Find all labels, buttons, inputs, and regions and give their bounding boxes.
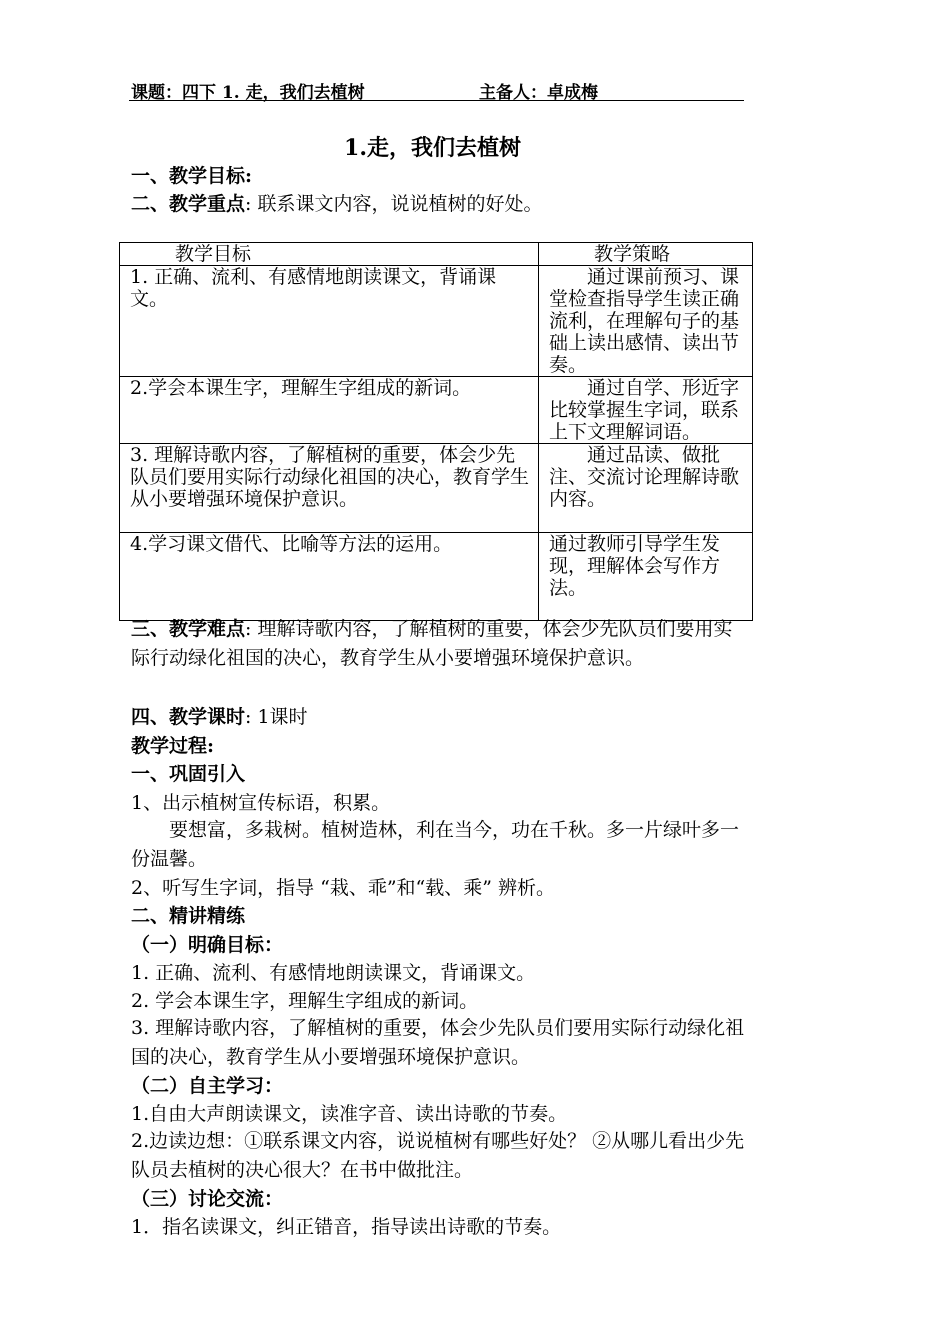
- section-teaching-goals: 一、教学目标:: [131, 165, 253, 187]
- table-row: [120, 377, 753, 444]
- goal-item: 1. 正确、流利、有感情地朗读课文，背诵课文。: [131, 962, 536, 984]
- section-key-points: [131, 189, 542, 216]
- table-row: [120, 266, 753, 377]
- part1-item1: 1、出示植树宣传标语，积累。: [131, 792, 391, 814]
- sub-heading-goals: （一）明确目标：: [131, 934, 284, 956]
- table-header-strategy: 教学策略: [539, 243, 753, 266]
- table-cell-strategy: 通过课前预习、课堂检查指导学生读正确流利，在理解句子的基础上读出感情、读出节奏。: [539, 266, 753, 377]
- table-cell-strategy: 通过自学、形近字比较掌握生字词，联系上下文理解词语。: [539, 377, 753, 444]
- slogan-text: 要想富，多栽树。植树造林，利在当今，功在千秋。多一片绿叶多一份温馨。: [131, 819, 740, 870]
- part1-item2: 2、听写生字词，指导 “栽、乖”和“载、乘” 辨析。: [131, 877, 556, 899]
- header-subject: 课题：四下 1. 走，我们去植树: [131, 83, 365, 103]
- class-hours-text: : 1课时: [245, 706, 308, 728]
- header-rule: [129, 100, 744, 101]
- table-row: [120, 444, 753, 533]
- difficulty-text: : 理解诗歌内容，了解植树的重要，体会少先队员们要用实际行动绿化祖国的决心，教育学生从小要增强环境保护意识。: [131, 618, 733, 669]
- table-cell-goal: 3. 理解诗歌内容，了解植树的重要，体会少先队员们要用实际行动绿化祖国的决心，教育学生从小要增强环境保护意识。: [120, 444, 539, 533]
- section-difficulty: [131, 615, 751, 673]
- table-cell-strategy: 通过品读、做批注、交流讨论理解诗歌内容。: [539, 444, 753, 533]
- self-study-item: 1.自由大声朗读课文，读准字音、读出诗歌的节奏。: [131, 1103, 568, 1125]
- process-heading: 教学过程:: [131, 735, 215, 757]
- part2-heading: 二、精讲精练: [131, 905, 246, 927]
- sub-heading-self-study: （二）自主学习：: [131, 1075, 284, 1097]
- goal-item: 3. 理解诗歌内容，了解植树的重要，体会少先队员们要用实际行动绿化祖国的决心，教育学生从小要增强环境保护意识。: [131, 1017, 745, 1068]
- goals-strategy-table: [119, 242, 753, 621]
- table-header-row: [120, 243, 753, 266]
- table-header-goals: 教学目标: [120, 243, 539, 266]
- goal-item: 2. 学会本课生字，理解生字组成的新词。: [131, 990, 479, 1012]
- sub-heading-discussion: （三）讨论交流：: [131, 1188, 284, 1210]
- table-row: [120, 533, 753, 621]
- table-cell-goal: 2.学会本课生字，理解生字组成的新词。: [120, 377, 539, 444]
- key-points-label: 二、教学重点: [131, 193, 246, 215]
- difficulty-label: 三、教学难点: [131, 618, 246, 640]
- page-title: 1.走，我们去植树: [344, 135, 521, 161]
- discussion-item: 1．指名读课文，纠正错音，指导读出诗歌的节奏。: [131, 1216, 562, 1238]
- table-cell-strategy: 通过教师引导学生发现，理解体会写作方法。: [539, 533, 753, 621]
- key-points-text: : 联系课文内容，说说植树的好处。: [245, 193, 543, 215]
- table-cell-goal: 4.学习课文借代、比喻等方法的运用。: [120, 533, 539, 621]
- class-hours-label: 四、教学课时: [131, 706, 246, 728]
- part1-heading: 一、巩固引入: [131, 763, 246, 785]
- table-cell-goal: 1. 正确、流利、有感情地朗读课文，背诵课文。: [120, 266, 539, 377]
- section-class-hours: [131, 702, 308, 729]
- self-study-item: 2.边读边想：①联系课文内容，说说植树有哪些好处？ ②从哪儿看出少先队员去植树的决心很大？在书中做批注。: [131, 1130, 745, 1181]
- header-preparer: 主备人：卓成梅: [479, 83, 598, 103]
